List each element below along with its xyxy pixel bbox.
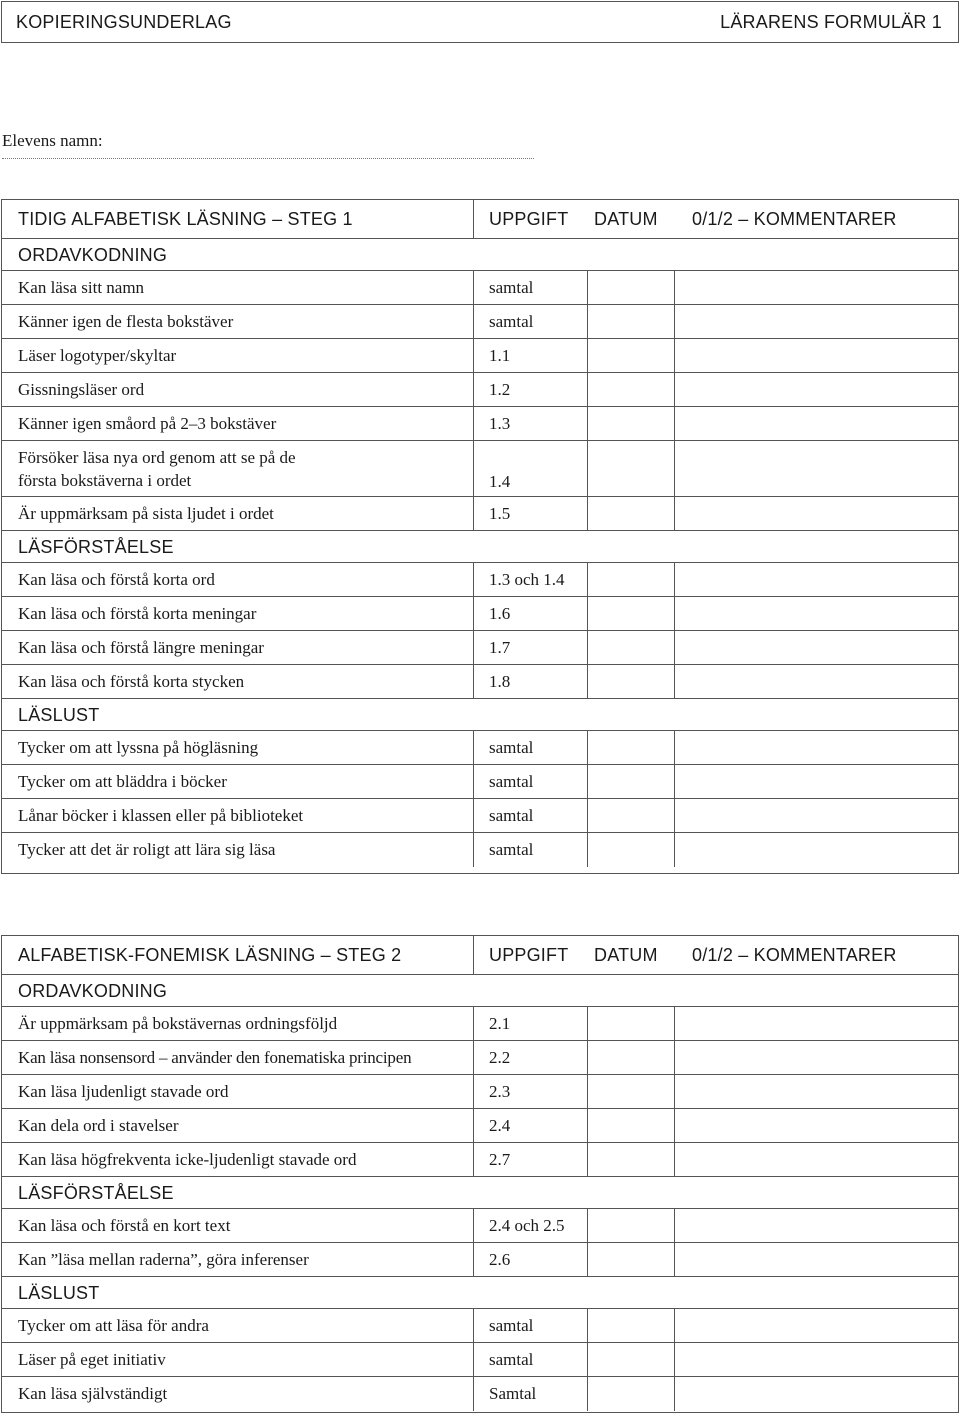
row-task: 1.1: [473, 339, 587, 372]
table-row: [2, 1007, 958, 1041]
row-date-cell[interactable]: [587, 339, 674, 372]
row-score-cell[interactable]: [674, 563, 958, 596]
row-score-cell[interactable]: [674, 1243, 958, 1276]
row-date-cell[interactable]: [587, 1143, 674, 1176]
row-date-cell[interactable]: [587, 441, 674, 496]
row-task: 1.3 och 1.4: [473, 563, 587, 596]
table-row: [2, 1075, 958, 1109]
row-description: Kan läsa och förstå längre meningar: [18, 637, 264, 657]
row-date-cell[interactable]: [587, 1243, 674, 1276]
row-task: 2.2: [473, 1041, 587, 1074]
row-date-cell[interactable]: [587, 833, 674, 867]
row-description: Tycker om att läsa för andra: [18, 1315, 209, 1335]
table-row: [2, 597, 958, 631]
section-heading: ORDAVKODNING: [2, 239, 958, 271]
row-date-cell[interactable]: [587, 373, 674, 406]
table-row: [2, 441, 958, 497]
row-date-cell[interactable]: [587, 765, 674, 798]
row-task: 1.6: [473, 597, 587, 630]
row-date-cell[interactable]: [587, 563, 674, 596]
column-score-header: 0/1/2 – KOMMENTARER: [692, 208, 897, 229]
row-description: Kan dela ord i stavelser: [18, 1115, 179, 1135]
page-header: [1, 1, 959, 43]
row-task: 1.4: [473, 441, 587, 496]
table-row: [2, 339, 958, 373]
row-score-cell[interactable]: [674, 631, 958, 664]
row-date-cell[interactable]: [587, 1007, 674, 1040]
row-task: 1.7: [473, 631, 587, 664]
row-date-cell[interactable]: [587, 1343, 674, 1376]
row-score-cell[interactable]: [674, 731, 958, 764]
row-date-cell[interactable]: [587, 305, 674, 338]
row-score-cell[interactable]: [674, 1075, 958, 1108]
row-date-cell[interactable]: [587, 1075, 674, 1108]
table-row: [2, 407, 958, 441]
row-score-cell[interactable]: [674, 407, 958, 440]
section-heading: ORDAVKODNING: [2, 975, 958, 1007]
row-task: 1.3: [473, 407, 587, 440]
row-description: Kan läsa ljudenligt stavade ord: [18, 1081, 229, 1101]
stage1-title: TIDIG ALFABETISK LÄSNING – STEG 1: [18, 208, 353, 229]
row-task: 2.4: [473, 1109, 587, 1142]
table-row: [2, 833, 958, 867]
table-row: [2, 373, 958, 407]
row-description: Kan läsa sitt namn: [18, 277, 145, 297]
column-task-header: UPPGIFT: [473, 936, 587, 974]
row-task: 1.2: [473, 373, 587, 406]
row-date-cell[interactable]: [587, 1041, 674, 1074]
row-score-cell[interactable]: [674, 1343, 958, 1376]
row-description: Är uppmärksam på sista ljudet i ordet: [18, 503, 274, 523]
row-task: samtal: [473, 1343, 587, 1376]
row-date-cell[interactable]: [587, 271, 674, 304]
stage2-title: ALFABETISK-FONEMISK LÄSNING – STEG 2: [18, 944, 402, 965]
row-description: Lånar böcker i klassen eller på biblioteket: [18, 805, 304, 825]
row-score-cell[interactable]: [674, 1377, 958, 1411]
table-row: [2, 765, 958, 799]
row-description: Läser på eget initiativ: [18, 1349, 166, 1369]
row-score-cell[interactable]: [674, 1109, 958, 1142]
stage2-table: [1, 935, 959, 1413]
row-date-cell[interactable]: [587, 1377, 674, 1411]
table-row: [2, 1377, 958, 1411]
row-description: Försöker läsa nya ord genom att se på de första bokstäverna i ordet: [18, 447, 296, 490]
row-date-cell[interactable]: [587, 1109, 674, 1142]
row-score-cell[interactable]: [674, 765, 958, 798]
table-row: [2, 305, 958, 339]
row-task: samtal: [473, 765, 587, 798]
table-row: [2, 1343, 958, 1377]
stage1-table: [1, 199, 959, 874]
row-description: Kan läsa och förstå korta ord: [18, 569, 215, 589]
student-name-field[interactable]: [2, 158, 534, 159]
table-row: [2, 1243, 958, 1277]
header-right-title: LÄRARENS FORMULÄR 1: [720, 11, 942, 32]
row-date-cell[interactable]: [587, 799, 674, 832]
table-row: [2, 1209, 958, 1243]
row-description: Känner igen de flesta bokstäver: [18, 311, 234, 331]
column-score-header: 0/1/2 – KOMMENTARER: [692, 944, 897, 965]
column-date-header: DATUM: [594, 944, 658, 965]
row-date-cell[interactable]: [587, 597, 674, 630]
row-score-cell[interactable]: [674, 1007, 958, 1040]
row-task: samtal: [473, 833, 587, 867]
row-description: Kan läsa högfrekventa icke-ljudenligt stavade ord: [18, 1149, 357, 1169]
row-task: samtal: [473, 1309, 587, 1342]
row-task: samtal: [473, 305, 587, 338]
row-date-cell[interactable]: [587, 665, 674, 698]
row-date-cell[interactable]: [587, 497, 674, 530]
row-task: 1.8: [473, 665, 587, 698]
row-task: 2.4 och 2.5: [473, 1209, 587, 1242]
table-row: [2, 563, 958, 597]
row-score-cell[interactable]: [674, 497, 958, 530]
table-row: [2, 665, 958, 699]
row-score-cell[interactable]: [674, 305, 958, 338]
row-score-cell[interactable]: [674, 597, 958, 630]
row-score-cell[interactable]: [674, 339, 958, 372]
table-row: [2, 1309, 958, 1343]
row-description: Tycker om att lyssna på högläsning: [18, 737, 259, 757]
table-row: [2, 731, 958, 765]
row-score-cell[interactable]: [674, 1143, 958, 1176]
stage2-header-row: [2, 936, 958, 975]
row-description: Kan läsa och förstå en kort text: [18, 1215, 231, 1235]
row-date-cell[interactable]: [587, 1309, 674, 1342]
row-task: 2.6: [473, 1243, 587, 1276]
row-task: samtal: [473, 731, 587, 764]
row-score-cell[interactable]: [674, 833, 958, 867]
row-score-cell[interactable]: [674, 271, 958, 304]
column-task-header: UPPGIFT: [473, 200, 587, 238]
row-description: Är uppmärksam på bokstävernas ordningsföljd: [18, 1013, 338, 1033]
row-description: Känner igen småord på 2–3 bokstäver: [18, 413, 277, 433]
table-row: [2, 1143, 958, 1177]
column-date-header: DATUM: [594, 208, 658, 229]
header-left-title: KOPIERINGSUNDERLAG: [16, 11, 232, 32]
row-description: Kan ”läsa mellan raderna”, göra inferenser: [18, 1249, 309, 1269]
row-task: Samtal: [473, 1377, 587, 1411]
table-row: [2, 631, 958, 665]
row-score-cell[interactable]: [674, 441, 958, 496]
row-task: 2.1: [473, 1007, 587, 1040]
row-description: Tycker om att bläddra i böcker: [18, 771, 227, 791]
row-task: 2.7: [473, 1143, 587, 1176]
table-row: [2, 799, 958, 833]
row-score-cell[interactable]: [674, 665, 958, 698]
row-description: Läser logotyper/skyltar: [18, 345, 177, 365]
row-score-cell[interactable]: [674, 373, 958, 406]
section-heading: LÄSLUST: [2, 1277, 958, 1309]
row-date-cell[interactable]: [587, 407, 674, 440]
stage1-header-row: [2, 200, 958, 239]
row-task: 2.3: [473, 1075, 587, 1108]
table-row: [2, 1109, 958, 1143]
table-row: [2, 1041, 958, 1075]
row-score-cell[interactable]: [674, 1209, 958, 1242]
row-description: Kan läsa och förstå korta meningar: [18, 603, 257, 623]
row-task: samtal: [473, 271, 587, 304]
row-score-cell[interactable]: [674, 1309, 958, 1342]
section-heading: LÄSLUST: [2, 699, 958, 731]
row-description: Tycker att det är roligt att lära sig läsa: [18, 840, 276, 859]
row-description: Kan läsa självständigt: [18, 1384, 168, 1403]
row-task: samtal: [473, 799, 587, 832]
row-date-cell[interactable]: [587, 1209, 674, 1242]
section-heading: LÄSFÖRSTÅELSE: [2, 531, 958, 563]
student-name-label: Elevens namn:: [2, 131, 103, 150]
table-row: [2, 271, 958, 305]
row-description: Kan läsa nonsensord – använder den fonematiska principen: [18, 1047, 412, 1067]
row-score-cell[interactable]: [674, 1041, 958, 1074]
row-description: Gissningsläser ord: [18, 379, 145, 399]
row-date-cell[interactable]: [587, 731, 674, 764]
row-description: Kan läsa och förstå korta stycken: [18, 671, 245, 691]
row-task: 1.5: [473, 497, 587, 530]
row-date-cell[interactable]: [587, 631, 674, 664]
row-score-cell[interactable]: [674, 799, 958, 832]
section-heading: LÄSFÖRSTÅELSE: [2, 1177, 958, 1209]
table-row: [2, 497, 958, 531]
